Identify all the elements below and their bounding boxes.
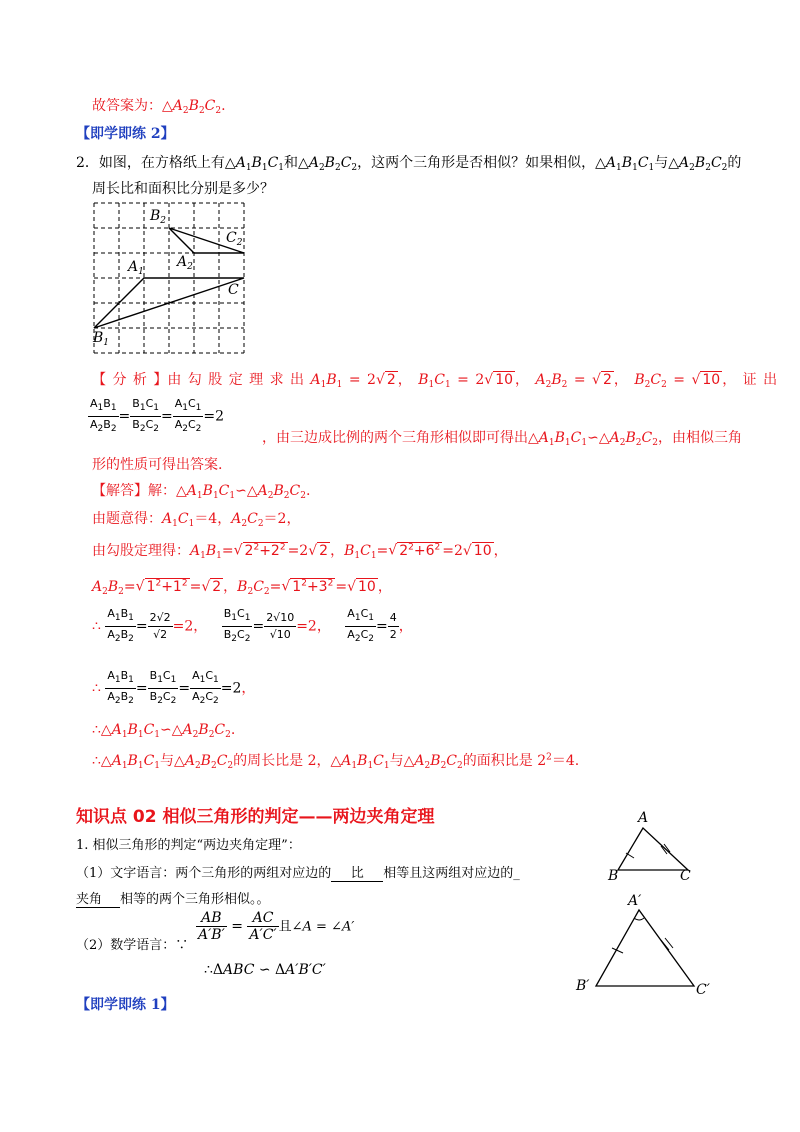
label-c: C bbox=[680, 868, 691, 884]
grid-figure bbox=[88, 198, 254, 356]
triangles-figure bbox=[590, 810, 730, 1010]
label-c-prime: C′ bbox=[696, 982, 710, 998]
label-c2: $C_2$ bbox=[226, 230, 243, 248]
analysis-line2: ，由三边成比例的两个三角形相似即可得出$\triangle A_1B_1C_1∽\triangle A_2B_2C_2$，由相似三角 bbox=[262, 430, 742, 448]
analysis-ratio: $\frac{A_1B_1}{A_2B_2}$ = $\frac{B_1C_1}{B_2C_2}$ = $\frac{A_1C_1}{A_2C_2}$ =2 bbox=[90, 397, 225, 434]
solution-line6: $\therefore\triangle A_1B_1C_1∽\triangle A_2B_2C_2$. bbox=[92, 722, 236, 740]
section-heading: 知识点 02 相似三角形的判定——两边夹角定理 bbox=[76, 807, 435, 827]
label-a-prime: A′ bbox=[628, 893, 642, 909]
solution-line2: 由勾股定理得：$A_1B_1=√$ $2^2+2^2 =2√$ 2 ，$B_1C_1=√$ $2^2+6^2 =2√$ 10 ， bbox=[92, 542, 508, 561]
solution-tag: 【解答】解：$\triangle A_1B_1C_1∽\triangle A_2B_2C_2$. bbox=[92, 483, 311, 501]
triangle-a-prime bbox=[596, 910, 694, 986]
question-2-line2: 周长比和面积比分别是多少？ bbox=[92, 181, 274, 197]
question-2-line1: 2．如图，在方格纸上有$\triangle A_1B_1C_1$和$\triangle A_2B_2C_2$，这两个三角形是否相似？如果相似，$\triangle A_1B_1C_1$与$\triangle A_2B_2C_2$的 bbox=[76, 155, 742, 173]
knowledge-line3: 夹角 相等的两个三角形相似。。 bbox=[76, 888, 270, 908]
solution-line3: $A_2B_2=√$ $1^2+1^2$ =√ 2 ，$B_2C_2=√$ $1^2+3^2$ =√ 10 ， bbox=[92, 578, 392, 597]
blank-angle: 夹角 bbox=[76, 888, 120, 908]
label-b: B bbox=[608, 868, 619, 884]
knowledge-line5: ∴ΔABC ∽ ΔA′B′C′ bbox=[204, 962, 326, 978]
math-equation: $\frac{AB}{A'B'}$ = $\frac{AC}{A'C'}$ 且∠A = ∠A′ bbox=[198, 910, 355, 943]
label-a: A bbox=[638, 810, 649, 826]
label-c1: C bbox=[228, 282, 239, 298]
knowledge-line4: （2）数学语言：∵ bbox=[76, 938, 189, 953]
analysis-line1: 【 分 析 】由 勾 股 定 理 求 出 $A_1B_1 = 2√$ 2 ， $B_1C_1 = 2√$ 10 ， $A_2B_2$ = √ 2 ， $B_2C_2$ = √ 10 ， 证 出 bbox=[92, 372, 778, 390]
analysis-line3: 形的性质可得出答案. bbox=[92, 457, 223, 473]
previous-answer: 故答案为：$\triangle A_2B_2C_2$. bbox=[92, 98, 226, 116]
label-a1: $A_1$ bbox=[128, 259, 144, 277]
knowledge-line1: 1. 相似三角形的判定“两边夹角定理”： bbox=[76, 838, 301, 853]
practice-1-tag: 【即学即练 1】 bbox=[76, 997, 175, 1013]
knowledge-line2: （1）文字语言：两个三角形的两组对应边的 比 相等且这两组对应边的_ bbox=[76, 862, 520, 882]
solution-line7: $\therefore\triangle A_1B_1C_1$与$\triangle A_2B_2C_2$的周长比是 2，$\triangle A_1B_1C_1$与$\triangle A_2B_2C_2$的面积比是 $2^2=4$. bbox=[92, 752, 580, 771]
label-b1: $B_1$ bbox=[93, 330, 110, 348]
solution-line4: ∴ $\frac{A_1B_1}{A_2B_2}$ = $\frac{2√2}{√2}$ =2， $\frac{B_1C_1}{B_2C_2}$ = $\frac{2√10}{√10}$ =2， $\frac{A_1C_1}{A_2C_2}$ = $\frac{4}{2}$ ， bbox=[92, 607, 413, 644]
label-a2: $A_2$ bbox=[177, 254, 193, 272]
blank-ratio: 比 bbox=[331, 862, 383, 882]
practice-2-tag: 【即学即练 2】 bbox=[76, 126, 175, 142]
label-b2: $B_2$ bbox=[150, 208, 167, 226]
solution-line1: 由题意得：$A_1C_1=4$，$A_2C_2=2$， bbox=[92, 511, 301, 529]
triangle-abc bbox=[618, 828, 688, 870]
solution-line5: ∴ $\frac{A_1B_1}{A_2B_2}$ = $\frac{B_1C_1}{B_2C_2}$ = $\frac{A_1C_1}{A_2C_2}$ =2， bbox=[92, 669, 256, 706]
label-b-prime: B′ bbox=[576, 978, 590, 994]
